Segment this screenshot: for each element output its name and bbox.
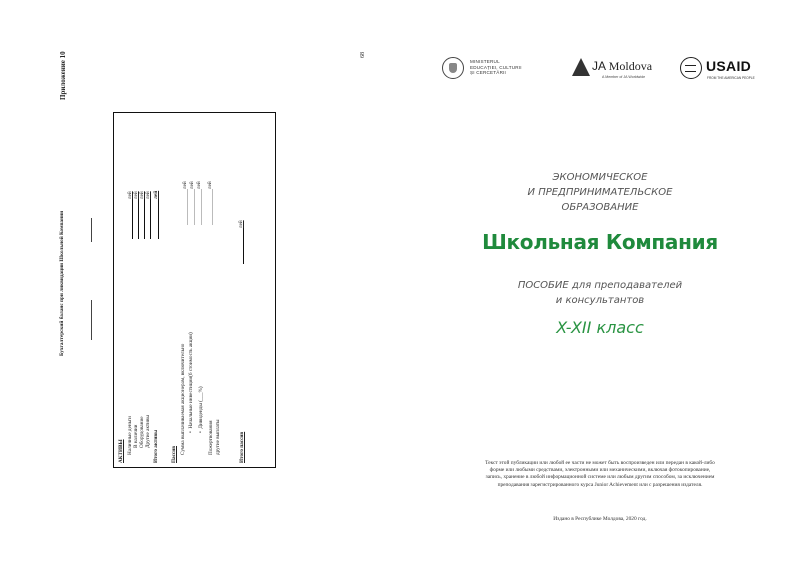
share-item: • Дивиденды (___%) [198,386,204,433]
usaid-name: USAID [706,58,752,74]
ministry-logo [440,55,550,83]
liabilities-total: Итого пассив [239,431,245,463]
amount-line [158,199,159,239]
currency-label: лей [182,181,188,189]
ja-name-a: JA [592,59,606,73]
currency-label: лей [238,220,244,228]
other-item: Пожертвования [208,420,214,455]
copyright-line: запись, хранение в любой информационной системе или любым другим способом, за исключением [485,474,715,481]
page-title: Школьная Компания [482,230,718,254]
asset-item: В наличии [133,424,139,448]
amount-line [187,189,188,225]
amount-line [194,189,195,225]
ministry-line: EDUCAȚIEI, CULTURII [470,64,522,70]
ministry-seal-icon [442,57,464,79]
asset-item: Другие активы [145,415,151,448]
copyright-notice [435,460,765,489]
other-item: другие выплаты [215,419,221,455]
share-item: • Начальные инвестиции(6 стоимость акции) [188,332,194,433]
copyright-line: форме или любыми средствами, электронными или механическими, включая фотокопирование, [489,467,711,474]
amount-line [132,199,133,239]
currency-label: лей [145,191,151,199]
balance-sheet-table [113,112,276,468]
signature-line-bottom [91,300,92,340]
currency-label: лей [133,191,139,199]
ja-name-b: Moldova [608,59,653,73]
liabilities-header: Пассив [171,445,177,463]
amount-line [138,199,139,239]
currency-label: лей [207,181,213,189]
signature-line-top [91,218,92,242]
currency-label: лей [127,191,133,199]
assets-header: АКТИВЫ [118,439,124,463]
page-number: 68 [360,52,366,58]
manual-line: и консультантов [555,295,645,306]
appendix-label: Приложение 10 [59,51,67,100]
usaid-sub: FROM THE AMERICAN PEOPLE [707,76,755,80]
currency-label: лей [196,181,202,189]
balance-sheet-title: Бухгалтерский баланс при ликвидации Школьной Компании [59,210,65,356]
amount-line [212,189,213,225]
grade-label: X-XII класс [556,318,644,337]
subtitle-line: ЭКОНОМИЧЕСКОЕ [552,172,648,183]
asset-item: Оборудование [139,416,145,448]
currency-label: лей [189,181,195,189]
published-note: Издано в Республике Молдова, 2020 год. [553,516,647,522]
subtitle-line: И ПРЕДПРИНИМАТЕЛЬСКОЕ [527,187,673,198]
manual-label [420,278,780,308]
manual-line: ПОСОБИЕ для преподавателей [517,280,683,291]
ja-sub: A Member of JA Worldwide [602,75,646,79]
logo-bar [440,55,760,83]
ja-triangle-icon [572,58,590,76]
usaid-seal-icon [680,57,702,79]
ja-moldova-logo [572,55,662,83]
amount-line [144,199,145,239]
ministry-line: MINISTERUL [470,59,500,64]
share-text: Сумма выплачиваемая акционерам, включительно [180,343,186,455]
copyright-line: преподавания зарегистрированного курса Junior Achievement или с разрешения издателя. [497,481,703,488]
currency-label: лей [139,191,145,199]
amount-line [150,199,151,239]
ministry-line: ȘI CERCETĂRII [470,70,507,76]
assets-total: Итого активы [153,429,159,463]
asset-item: Наличные деньги [127,416,133,455]
copyright-line: Текст этой публикации или любой ее части не может быть воспроизведен или передан в какой-либо [485,460,715,466]
usaid-logo [680,55,760,83]
subtitle [420,170,780,215]
currency-label: лей [153,190,159,199]
subtitle-line: ОБРАЗОВАНИЕ [561,202,639,213]
amount-line [201,189,202,225]
amount-line [243,228,244,264]
